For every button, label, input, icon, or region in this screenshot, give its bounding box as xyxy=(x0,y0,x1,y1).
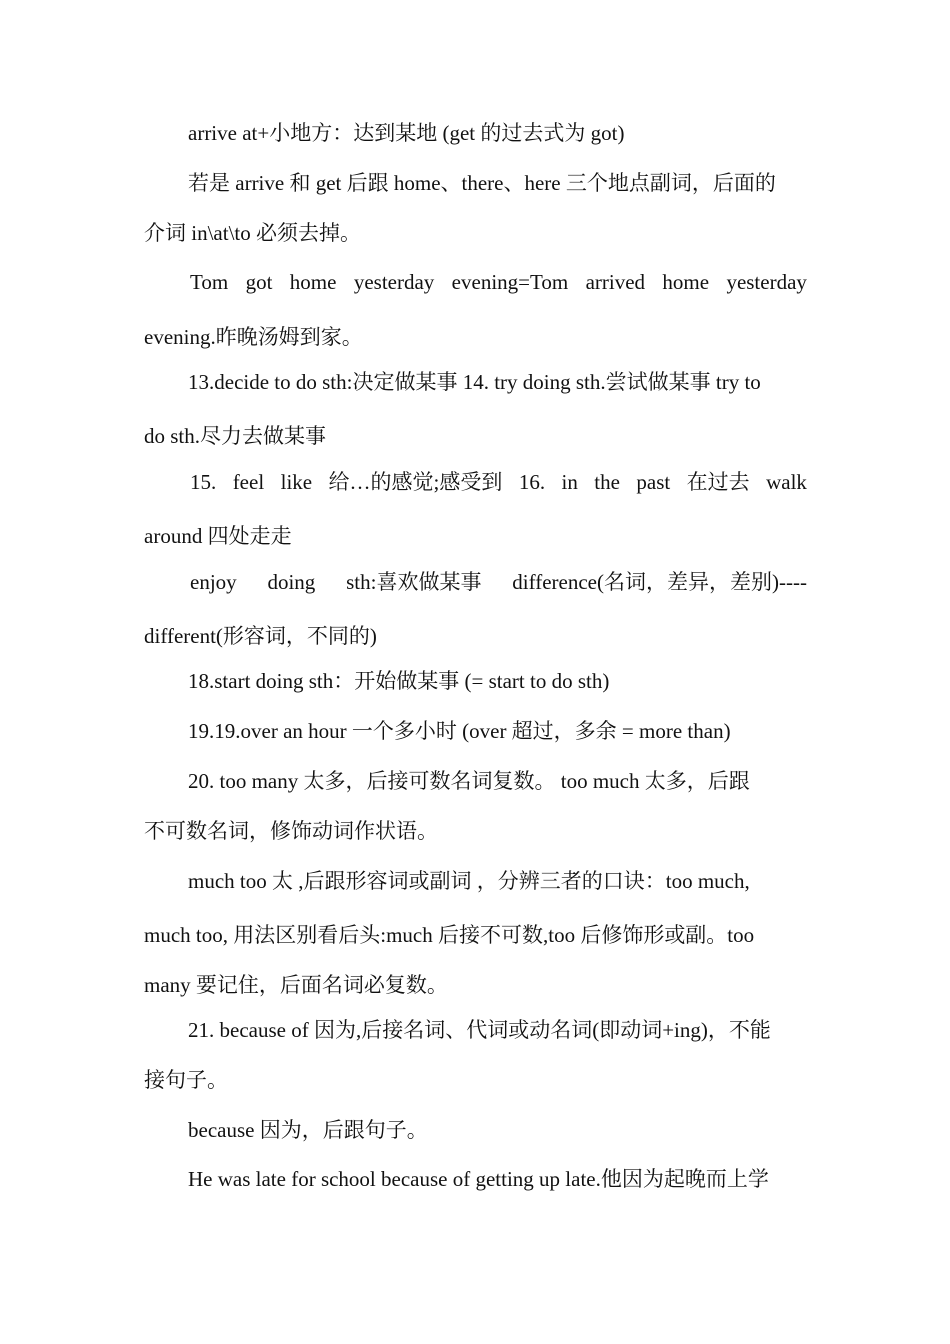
line-feel-like-past xyxy=(190,469,807,495)
line-mnemonic: much too, 用法区别看后头:much 后接不可数,too 后修饰形或副。too xyxy=(144,923,755,947)
word: past xyxy=(636,470,671,494)
line-try-to-do: do sth.尽力去做某事 xyxy=(144,424,327,448)
word: Tom xyxy=(190,270,229,294)
line-different: different(形容词，不同的) xyxy=(144,624,377,648)
word: feel xyxy=(232,470,265,494)
line-tom-translation: evening.昨晚汤姆到家。 xyxy=(144,325,363,349)
word: like xyxy=(280,470,313,494)
line-tom-example xyxy=(190,269,807,295)
line-walk-around: around 四处走走 xyxy=(144,524,292,548)
word: 给…的感觉;感受到 xyxy=(328,470,503,494)
line-uncountable: 不可数名词，修饰动词作状语。 xyxy=(144,819,438,843)
line-because-of: 21. because of 因为,后接名词、代词或动名词(即动词+ing)，不能 xyxy=(188,1018,771,1042)
word: yesterday xyxy=(726,270,807,294)
word: 在过去 xyxy=(686,470,750,494)
word: got xyxy=(245,270,273,294)
line-much-too: much too 太 ,后跟形容词或副词 ，分辨三者的口诀：too much, xyxy=(188,869,750,893)
line-arrive-at: arrive at+小地方：达到某地 (get 的过去式为 got) xyxy=(188,121,625,145)
word: 16. xyxy=(518,470,546,494)
line-enjoy-difference xyxy=(190,569,807,595)
word: sth:喜欢做某事 xyxy=(346,570,482,594)
word: yesterday xyxy=(353,270,435,294)
line-over-an-hour: 19.19.over an hour 一个多小时 (over 超过，多余 = more than) xyxy=(188,719,731,743)
word: walk xyxy=(766,470,807,494)
line-arrive-get-home: 若是 arrive 和 get 后跟 home、there、here 三个地点副词，后面的 xyxy=(188,171,776,195)
line-too-many-too-much: 20. too many 太多，后接可数名词复数。 too much 太多，后跟 xyxy=(188,769,750,793)
word: enjoy xyxy=(190,570,237,594)
word: home xyxy=(662,270,710,294)
word: 15. xyxy=(190,470,217,494)
word: the xyxy=(594,470,620,494)
line-start-doing: 18.start doing sth：开始做某事 (= start to do sth) xyxy=(188,669,610,693)
word: doing xyxy=(267,570,316,594)
word: difference(名词，差异，差别)---- xyxy=(512,570,807,594)
line-prepositions-removed: 介词 in\at\to 必须去掉。 xyxy=(144,221,361,245)
line-many-plural: many 要记住，后面名词必复数。 xyxy=(144,973,448,997)
word: home xyxy=(289,270,337,294)
line-because: because 因为，后跟句子。 xyxy=(188,1118,428,1142)
word: in xyxy=(561,470,578,494)
word: evening=Tom xyxy=(451,270,569,294)
line-no-clause: 接句子。 xyxy=(144,1068,228,1092)
line-decide-try: 13.decide to do sth:决定做某事 14. try doing sth.尝试做某事 try to xyxy=(188,370,761,394)
word: arrived xyxy=(585,270,646,294)
line-example-late: He was late for school because of getting up late.他因为起晚而上学 xyxy=(188,1167,769,1191)
